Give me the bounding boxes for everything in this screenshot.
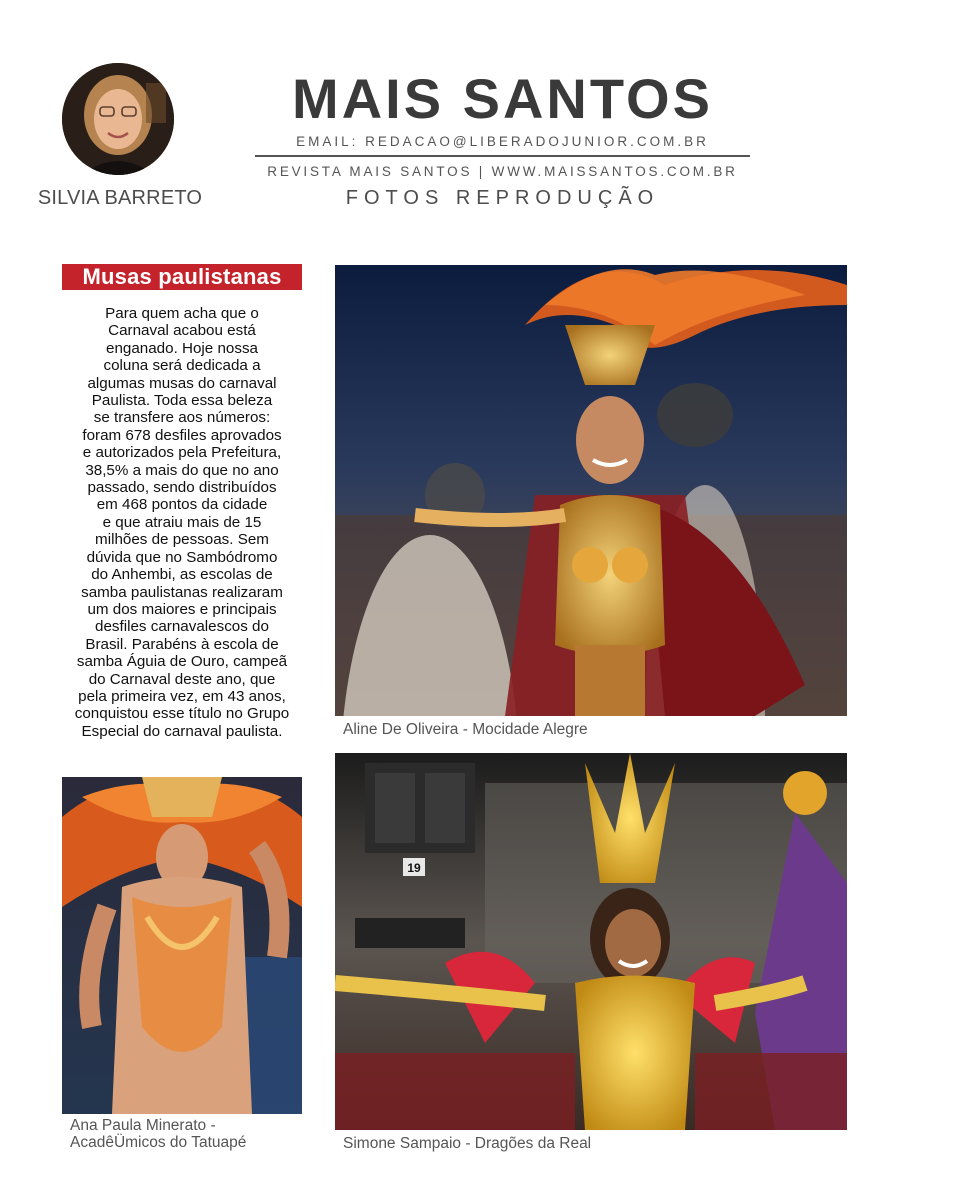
article-line: desfiles carnavalescos do bbox=[95, 618, 269, 636]
article-line: do Anhembi, as escolas de bbox=[91, 566, 273, 584]
caption-ana-line: Ana Paula Minerato - bbox=[70, 1117, 216, 1134]
article-line: foram 678 desfiles aprovados bbox=[82, 426, 282, 444]
caption-ana-line: AcadêÜmicos do Tatuapé bbox=[70, 1134, 247, 1151]
article-line: algumas musas do carnaval bbox=[87, 374, 277, 392]
article-line: enganado. Hoje nossa bbox=[106, 339, 258, 357]
article-line: milhões de pessoas. Sem bbox=[95, 531, 269, 549]
article-line: conquistou esse título no Grupo bbox=[74, 705, 290, 723]
article-line: do Carnaval deste ano, que bbox=[88, 670, 276, 688]
article-body bbox=[62, 305, 302, 740]
author-portrait-icon bbox=[62, 63, 174, 175]
article-line: Especial do carnaval paulista. bbox=[81, 722, 283, 740]
article-line: pela primeira vez, em 43 anos, bbox=[78, 687, 286, 705]
caption-simone: Simone Sampaio - Dragões da Real bbox=[343, 1135, 592, 1152]
caption-ana bbox=[70, 1117, 246, 1151]
article-line: Paulista. Toda essa beleza bbox=[91, 392, 273, 410]
banner-number: 19 bbox=[407, 861, 421, 875]
author-name: SILVIA BARRETO bbox=[37, 187, 203, 209]
photo-simone bbox=[335, 753, 847, 1130]
article-line: em 468 pontos da cidade bbox=[96, 496, 268, 514]
email-line: EMAIL: REDACAO@LIBERADOJUNIOR.COM.BR bbox=[296, 134, 709, 149]
article-line: e que atraiu mais de 15 bbox=[102, 513, 262, 531]
brand-title: MAIS SANTOS bbox=[292, 67, 713, 130]
carnival-dancer-image-icon bbox=[335, 753, 847, 1130]
photo-ana bbox=[62, 777, 302, 1114]
caption-aline: Aline De Oliveira - Mocidade Alegre bbox=[343, 721, 588, 738]
article-line: e autorizados pela Prefeitura, bbox=[82, 444, 282, 462]
carnival-dancer-image-icon bbox=[335, 265, 847, 716]
site-line: REVISTA MAIS SANTOS | WWW.MAISSANTOS.COM.BR bbox=[267, 163, 738, 179]
article-line: Brasil. Parabéns à escola de bbox=[85, 635, 279, 653]
article-line: se transfere aos números: bbox=[93, 409, 271, 427]
article-line: Carnaval acabou está bbox=[108, 322, 256, 340]
photo-aline bbox=[335, 265, 847, 716]
article-line: dúvida que no Sambódromo bbox=[86, 548, 278, 566]
article-line: passado, sendo distribuídos bbox=[87, 479, 277, 497]
article-line: 38,5% a mais do que no ano bbox=[85, 461, 279, 479]
article-line: samba paulistanas realizaram bbox=[81, 583, 283, 601]
photo-credit: FOTOS REPRODUÇÃO bbox=[345, 186, 660, 209]
carnival-dancer-image-icon bbox=[62, 777, 302, 1114]
article-line: coluna será dedicada a bbox=[103, 357, 261, 375]
section-title: Musas paulistanas bbox=[62, 264, 302, 290]
article-line: samba Águia de Ouro, campeã bbox=[76, 653, 288, 671]
article-line: um dos maiores e principais bbox=[87, 600, 277, 618]
article-line: Para quem acha que o bbox=[105, 305, 259, 322]
masthead bbox=[250, 68, 755, 210]
masthead-divider bbox=[255, 155, 750, 157]
author-avatar bbox=[62, 63, 174, 175]
